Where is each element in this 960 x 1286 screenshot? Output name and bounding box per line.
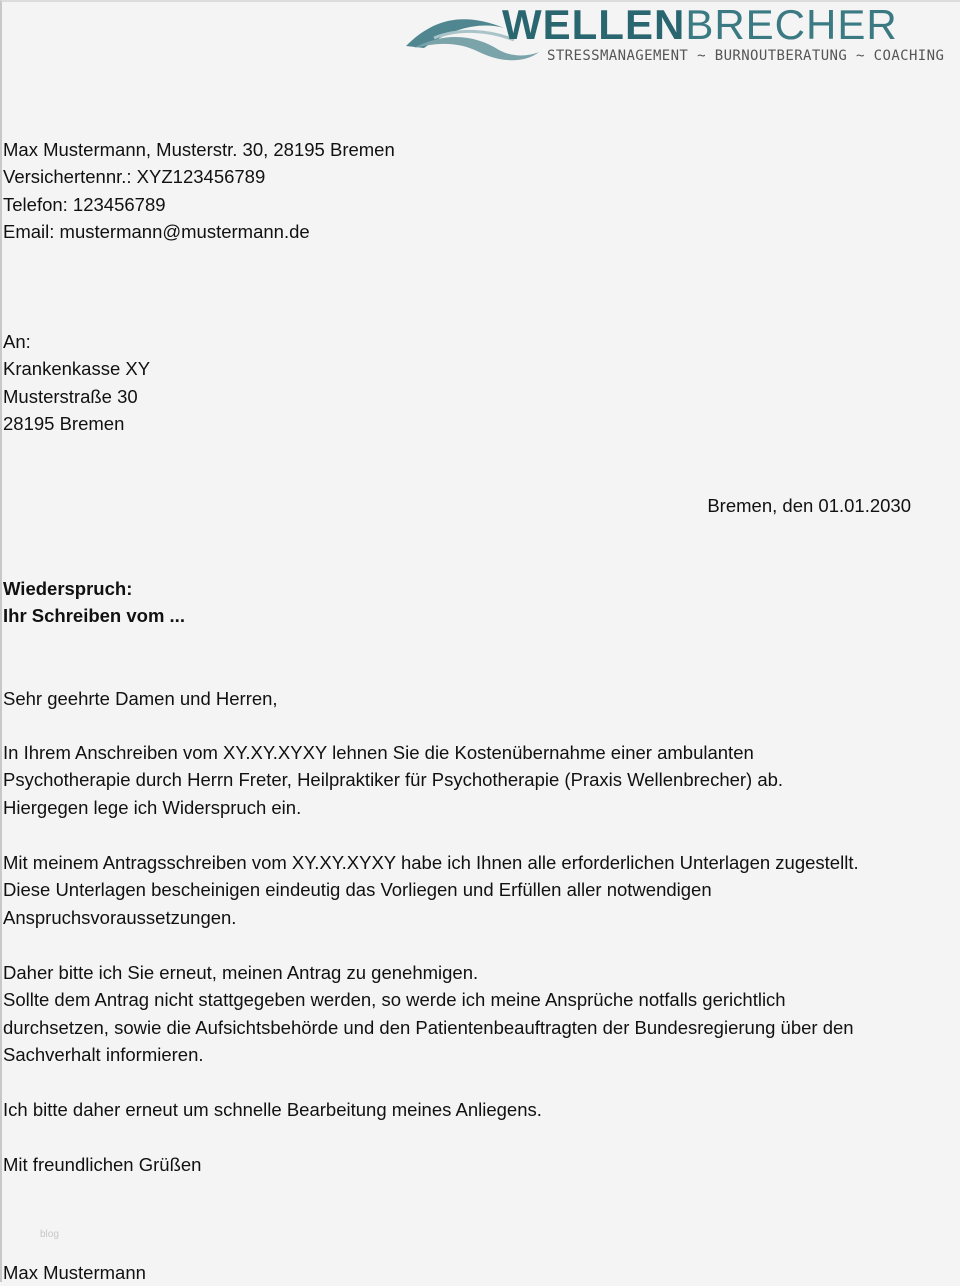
letter-date: Bremen, den 01.01.2030 [707,495,911,516]
text-line: Psychotherapie durch Herrn Freter, Heilpraktiker für Psychotherapie (Praxis Wellenbrecher) ab. [3,769,784,791]
subject [3,575,185,630]
subject-line: Ihr Schreiben vom ... [3,605,185,627]
paragraph [3,849,859,931]
wellenbrecher-logo [404,1,956,68]
sender-address [3,136,395,246]
recipient-line: An: [3,331,31,352]
logo-subtitle: STRESSMANAGEMENT ~ BURNOUTBERATUNG ~ COACHING [547,48,945,64]
text-line: durchsetzen, sowie die Aufsichtsbehörde und den Patientenbeauftragten der Bundesregierung über den [3,1016,854,1038]
recipient-line: Musterstraße 30 [3,385,138,407]
text-line: In Ihrem Anschreiben vom XY.XY.XYXY lehnen Sie die Kostenübernahme einer ambulanten [3,742,754,763]
logo-title-bold: WELLEN [502,1,686,48]
logo-title-light: BRECHER [685,1,898,48]
sender-line: Email: mustermann@mustermann.de [3,221,310,243]
text-line: Daher bitte ich Sie erneut, meinen Antrag zu genehmigen. [3,962,479,983]
text-line: Sollte dem Antrag nicht stattgegeben werden, so werde ich meine Ansprüche notfalls gerichtlich [3,989,786,1011]
text-line: Hiergegen lege ich Widerspruch ein. [3,796,302,818]
sender-line: Max Mustermann, Musterstr. 30, 28195 Bremen [3,139,395,160]
signature-name: Max Mustermann [3,1262,146,1283]
text-line: Mit meinem Antragsschreiben vom XY.XY.XYXY habe ich Ihnen alle erforderlichen Unterlagen zugestellt. [3,852,859,873]
paragraph [3,959,854,1069]
sender-line: Versichertennr.: XYZ123456789 [3,166,266,188]
sender-line: Telefon: 123456789 [3,193,166,215]
text-line: Diese Unterlagen bescheinigen eindeutig das Vorliegen und Erfüllen aller notwendigen [3,879,712,901]
recipient-line: 28195 Bremen [3,413,125,435]
text-line: Ich bitte daher erneut um schnelle Bearbeitung meines Anliegens. [3,1099,542,1120]
subject-line: Wiederspruch: [3,578,133,599]
salutation: Sehr geehrte Damen und Herren, [3,688,278,709]
text-line: Anspruchsvoraussetzungen. [3,906,237,928]
recipient-line: Krankenkasse XY [3,358,151,380]
text-line: Sachverhalt informieren. [3,1044,204,1066]
recipient-address [3,328,150,438]
logo-title [502,1,898,48]
paragraph [3,739,783,821]
closing: Mit freundlichen Grüßen [3,1154,202,1175]
watermark: blog [40,1229,59,1240]
paragraph [3,1096,542,1123]
